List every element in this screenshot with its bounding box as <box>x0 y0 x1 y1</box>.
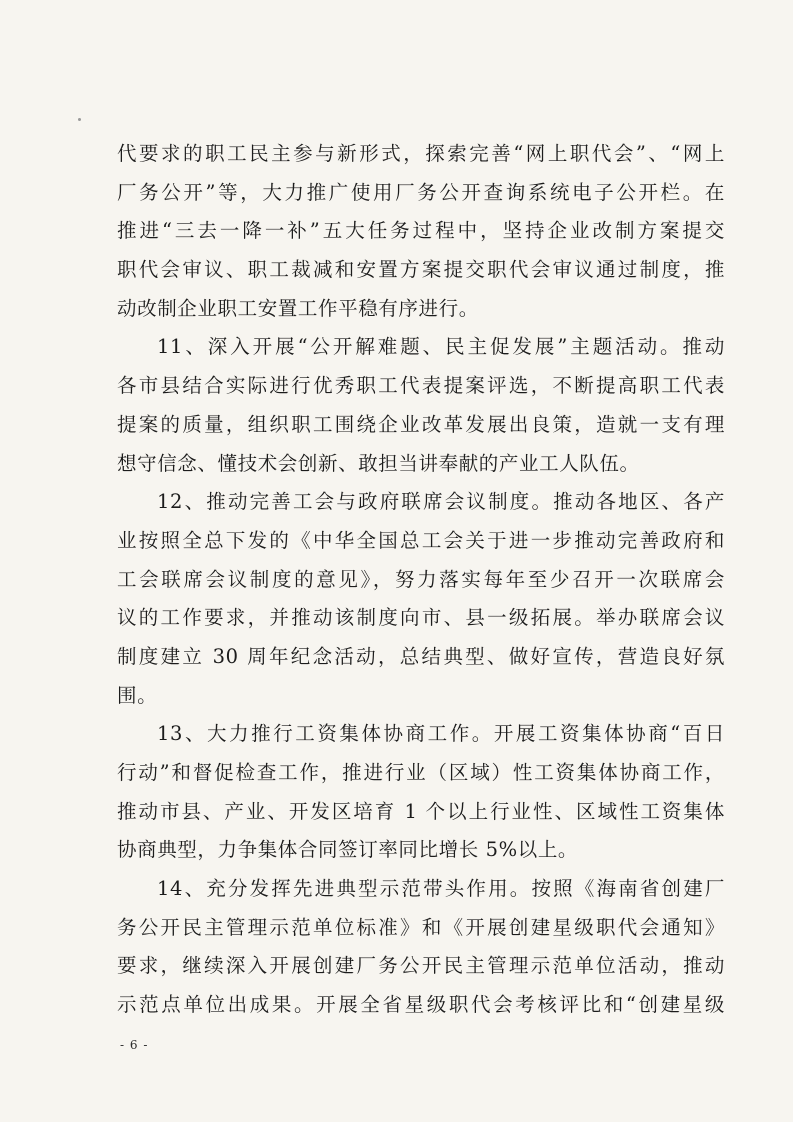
text-line: 推动市县、产业、开发区培育 1 个以上行业性、区域性工资集体 <box>117 799 725 823</box>
text-line: 职代会审议、职工裁减和安置方案提交职代会审议通过制度，推 <box>117 258 725 282</box>
text-line: 推进“三去一降一补”五大任务过程中，坚持企业改制方案提交 <box>117 219 725 243</box>
text-line: 工会联席会议制度的意见》，努力落实每年至少召开一次联席会 <box>117 567 725 591</box>
text-line: 14、充分发挥先进典型示范带头作用。按照《海南省创建厂 <box>157 877 725 901</box>
text-line: 厂务公开”等，大力推广使用厂务公开查询系统电子公开栏。在 <box>117 180 725 204</box>
text-line: 业按照全总下发的《中华全国总工会关于进一步推动完善政府和 <box>117 528 725 552</box>
text-line: 示范点单位出成果。开展全省星级职代会考核评比和“创建星级 <box>117 993 725 1017</box>
text-line: 制度建立 30 周年纪念活动，总结典型、做好宣传，营造良好氛 <box>117 644 725 668</box>
scan-speck <box>78 118 81 121</box>
page-number: - 6 - <box>120 1038 149 1052</box>
body-text <box>117 135 725 1025</box>
text-line: 围。 <box>117 683 158 707</box>
text-line: 12、推动完善工会与政府联席会议制度。推动各地区、各产 <box>157 490 725 514</box>
text-line: 协商典型，力争集体合同签订率同比增长 5%以上。 <box>117 838 579 862</box>
text-line: 行动”和督促检查工作，推进行业（区域）性工资集体协商工作， <box>117 761 725 784</box>
text-line: 要求，继续深入开展创建厂务公开民主管理示范单位活动，推动 <box>117 954 725 978</box>
text-line: 务公开民主管理示范单位标准》和《开展创建星级职代会通知》 <box>117 915 725 939</box>
text-line: 动改制企业职工安置工作平稳有序进行。 <box>117 296 479 320</box>
text-line: 想守信念、懂技术会创新、敢担当讲奉献的产业工人队伍。 <box>117 451 640 475</box>
text-line: 提案的质量，组织职工围绕企业改革发展出良策，造就一支有理 <box>117 412 725 436</box>
text-line: 各市县结合实际进行优秀职工代表提案评选，不断提高职工代表 <box>117 374 725 398</box>
text-line: 11、深入开展“公开解难题、民主促发展”主题活动。推动 <box>157 335 725 359</box>
text-line: 13、大力推行工资集体协商工作。开展工资集体协商“百日 <box>157 722 725 746</box>
text-line: 代要求的职工民主参与新形式，探索完善“网上职代会”、“网上 <box>117 142 725 165</box>
text-line: 议的工作要求，并推动该制度向市、县一级拓展。举办联席会议 <box>117 606 725 630</box>
